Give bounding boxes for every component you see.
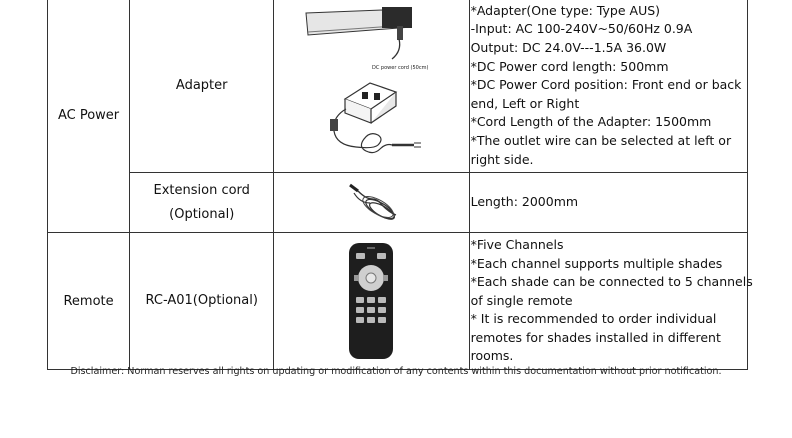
dc-cord-caption: DC power cord (50cm)	[372, 65, 429, 71]
spec-line: *Each shade can be connected to 5 channels	[470, 274, 753, 290]
adapter-icon	[274, 0, 469, 168]
spec-line: rooms.	[470, 348, 514, 364]
category-ac-power: AC Power	[57, 108, 120, 123]
spec-line: -Input: AC 100-240V~50/60Hz 0.9A	[470, 21, 693, 37]
spec-line: *Cord Length of the Adapter: 1500mm	[470, 114, 712, 130]
image-cell	[274, 233, 469, 370]
item-label-extension-cord: Extension cord	[153, 182, 250, 198]
item-label-remote-model: RC-A01(Optional)	[145, 293, 258, 308]
category-cell	[48, 0, 130, 233]
extension-cord-icon	[274, 173, 469, 228]
spec-line: end, Left or Right	[470, 95, 580, 111]
spec-line: *Five Channels	[470, 236, 564, 252]
spec-line: *DC Power Cord position: Front end or back	[470, 77, 742, 93]
spec-line: Output: DC 24.0V---1.5A 36.0W	[470, 40, 667, 56]
spec-line: *Each channel supports multiple shades	[470, 255, 723, 271]
remote-control-icon	[274, 233, 469, 365]
spec-cell	[469, 0, 747, 173]
table-row	[48, 173, 748, 233]
table-row	[48, 0, 748, 173]
spec-line: Length: 2000mm	[470, 194, 579, 210]
item-cell	[130, 173, 274, 233]
image-cell	[274, 0, 469, 173]
item-cell	[130, 0, 274, 173]
image-cell	[274, 173, 469, 233]
spec-line: *The outlet wire can be selected at left or	[470, 132, 732, 148]
category-cell	[48, 233, 130, 370]
spec-line: * It is recommended to order individual	[470, 311, 717, 327]
spec-line: *DC Power cord length: 500mm	[470, 58, 669, 74]
item-cell	[130, 233, 274, 370]
spec-line: of single remote	[470, 292, 573, 308]
spec-line: *Adapter(One type: Type AUS)	[470, 2, 661, 18]
spec-table	[47, 0, 753, 370]
spec-cell	[469, 173, 747, 233]
spec-line: remotes for shades installed in different	[470, 329, 721, 345]
spec-cell	[469, 233, 753, 370]
item-label-optional: (Optional)	[169, 206, 235, 222]
item-label-adapter: Adapter	[175, 77, 228, 93]
disclaimer-text: Disclaimer: Norman reserves all rights on updating or modification of any contents within this documentation without prior notification.	[70, 366, 722, 377]
spec-line: right side.	[470, 151, 534, 167]
category-remote: Remote	[63, 293, 114, 309]
table-row	[48, 233, 748, 370]
